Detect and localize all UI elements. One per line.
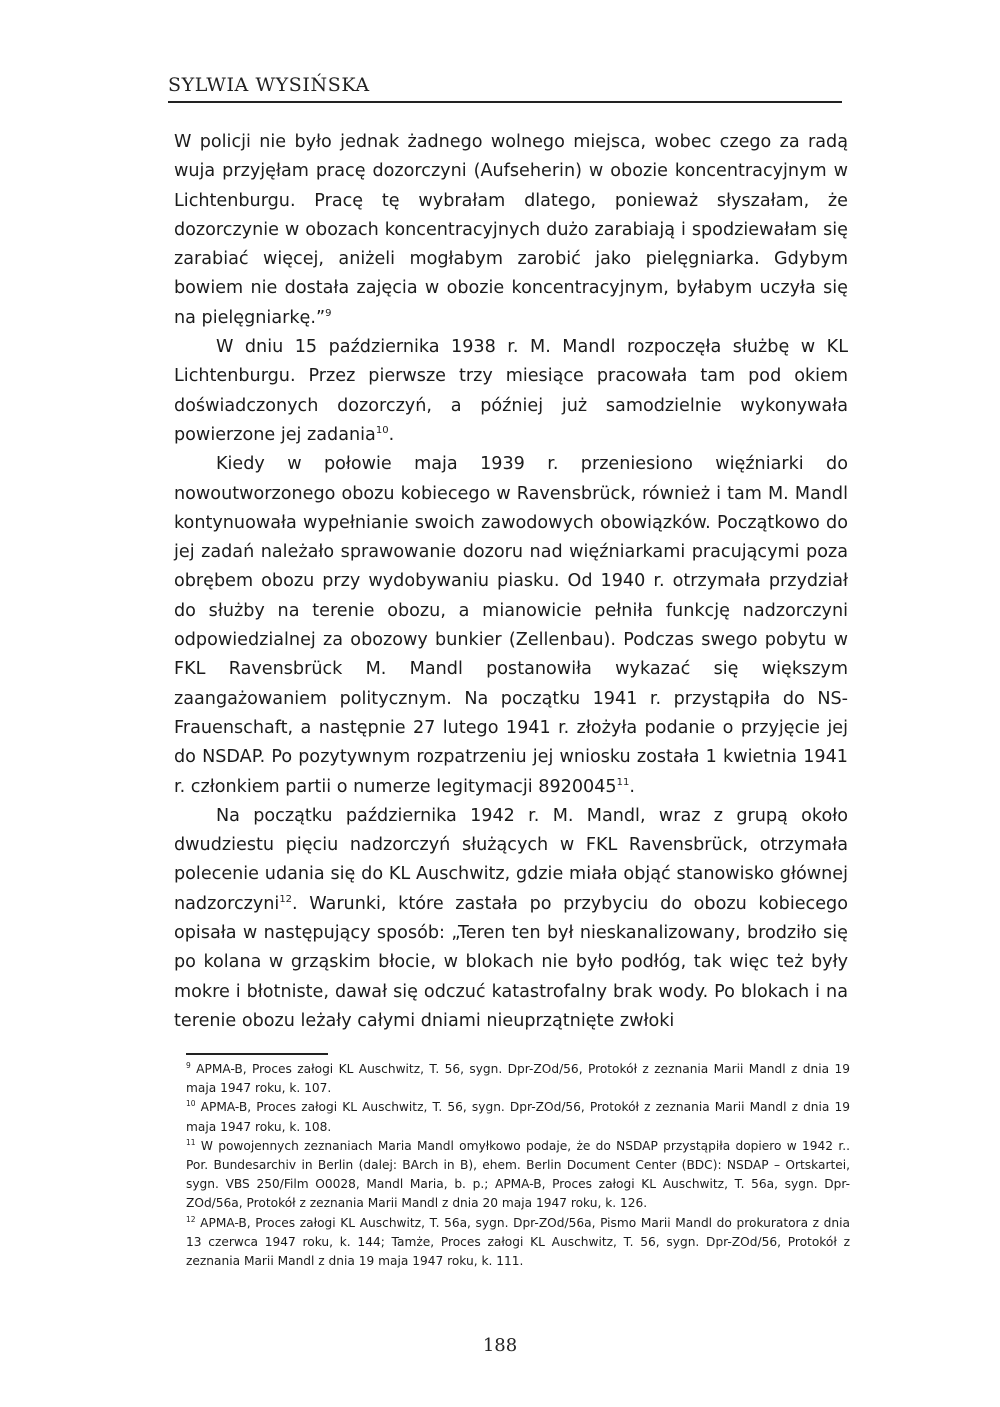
running-head: SYLWIA WYSIŃSKA	[168, 74, 370, 96]
footnote-ref: 12	[279, 893, 293, 905]
footnote-text: APMA-B, Proces załogi KL Auschwitz, T. 56, sygn. Dpr-ZOd/56, Protokół z zeznania Marii Mandl z dnia 19 maja 1947 roku, k. 107.	[186, 1062, 850, 1096]
footnote-text: APMA-B, Proces załogi KL Auschwitz, T. 56a, sygn. Dpr-ZOd/56a, Pismo Marii Mandl do prokuratora z dnia 13 czerwca 1947 roku, k. 144; Tamże, Proces załogi KL Auschwitz, T. 56, sygn. Dpr-ZOd/56, Protokół z zeznania Marii Mandl z dnia 19 maja 1947 roku, k. 111.	[186, 1215, 850, 1269]
footnote-ref: 11	[616, 776, 630, 788]
footnote-number: 12	[186, 1214, 196, 1224]
paragraph	[174, 450, 848, 802]
footnote-number: 9	[186, 1060, 191, 1070]
paragraph-text: . Warunki, które zastała po przybyciu do obozu kobiecego opisała w następujący sposób: „Teren ten był nieskanalizowany, brodziło się po kolana w grząskim błocie, w blokach nie było podłóg, tak więc też były mokre i błotniste, dawał się odczuć katastrofalny brak wody. Po blokach i na terenie obozu leżały całymi dniami nieuprzątnięte zwłoki	[174, 893, 848, 1031]
footnote-rule	[186, 1053, 328, 1055]
paragraph	[174, 802, 848, 1036]
paragraph-text: W dniu 15 października 1938 r. M. Mandl rozpoczęła służbę w KL Lichtenburgu. Przez pierwsze trzy miesiące pracowała tam pod okiem doświadczonych dozorczyń, a później już samodzielnie wykonywała powierzone jej zadania	[174, 337, 848, 445]
footnote-text: APMA-B, Proces załogi KL Auschwitz, T. 56, sygn. Dpr-ZOd/56, Protokół z zeznania Marii Mandl z dnia 19 maja 1947 roku, k. 108.	[186, 1100, 850, 1134]
footnote	[186, 1214, 850, 1272]
paragraph-text: W policji nie było jednak żadnego wolnego miejsca, wobec czego za radą wuja przyjęłam pracę dozorczyni (Aufseherin) w obozie koncentracyjnym w Lichtenburgu. Pracę tę wybrałam dlatego, ponieważ słyszałam, że dozorczynie w obozach koncentracyjnych dużo zarabiają i spodziewałam się zarabiać więcej, aniżeli mogłabym zarobić jako pielęgniarka. Gdybym bowiem nie dostała zajęcia w obozie koncentracyjnym, byłabym uczyła się na pielęgniarkę.”	[174, 132, 848, 328]
footnote-number: 11	[186, 1137, 196, 1147]
paragraph-quote	[174, 128, 848, 333]
header-rule	[168, 101, 842, 103]
page-number: 188	[482, 1335, 518, 1356]
footnote	[186, 1098, 850, 1136]
main-text	[174, 128, 848, 1036]
footnote-ref: 10	[375, 425, 389, 437]
paragraph-text: Kiedy w połowie maja 1939 r. przeniesiono więźniarki do nowoutworzonego obozu kobiecego w Ravensbrück, również i tam M. Mandl kontynuowała wypełnianie swoich zawodowych obowiązków. Początkowo do jej zadań należało sprawowanie dozoru nad więźniarkami pracującymi poza obrębem obozu przy wydobywaniu piasku. Od 1940 r. otrzymała przydział do służby na terenie obozu, a mianowicie pełniła funkcję nadzorczyni odpowiedzialnej za obozowy bunkier (Zellenbau). Podczas swego pobytu w FKL Ravensbrück M. Mandl postanowiła wykazać się większym zaangażowaniem politycznym. Na początku 1941 r. przystąpiła do NS-Frauenschaft, a następnie 27 lutego 1941 r. złożyła podanie o przyjęcie jej do NSDAP. Po pozytywnym rozpatrzeniu jej wniosku została 1 kwietnia 1941 r. członkiem partii o numerze legitymacji 8920045	[174, 454, 848, 797]
paragraph-tail: .	[629, 776, 635, 797]
paragraph-text: Na początku października 1942 r. M. Mandl, wraz z grupą około dwudziestu pięciu nadzorczyń służących w FKL Ravensbrück, otrzymała polecenie udania się do KL Auschwitz, gdzie miała objąć stanowisko głównej nadzorczyni	[174, 805, 848, 914]
footnotes	[186, 1060, 850, 1271]
footnote-text: W powojennych zeznaniach Maria Mandl omyłkowo podaje, że do NSDAP przystąpiła dopiero w 1942 r.. Por. Bundesarchiv in Berlin (dalej: BArch in B), ehem. Berlin Document Center (BDC): NSDAP – Ortskartei, sygn. VBS 250/Film O0028, Mandl Maria, b. p.; APMA-B, Proces załogi KL Auschwitz, T. 56a, sygn. Dpr-ZOd/56a, Protokół z zeznania Marii Mandl z dnia 20 maja 1947 roku, k. 126.	[186, 1138, 851, 1211]
footnote	[186, 1060, 850, 1098]
footnote-ref: 9	[325, 307, 332, 319]
paragraph	[174, 333, 848, 450]
paragraph-tail: .	[388, 424, 395, 445]
footnote-number: 10	[186, 1099, 196, 1109]
footnote	[186, 1137, 850, 1214]
